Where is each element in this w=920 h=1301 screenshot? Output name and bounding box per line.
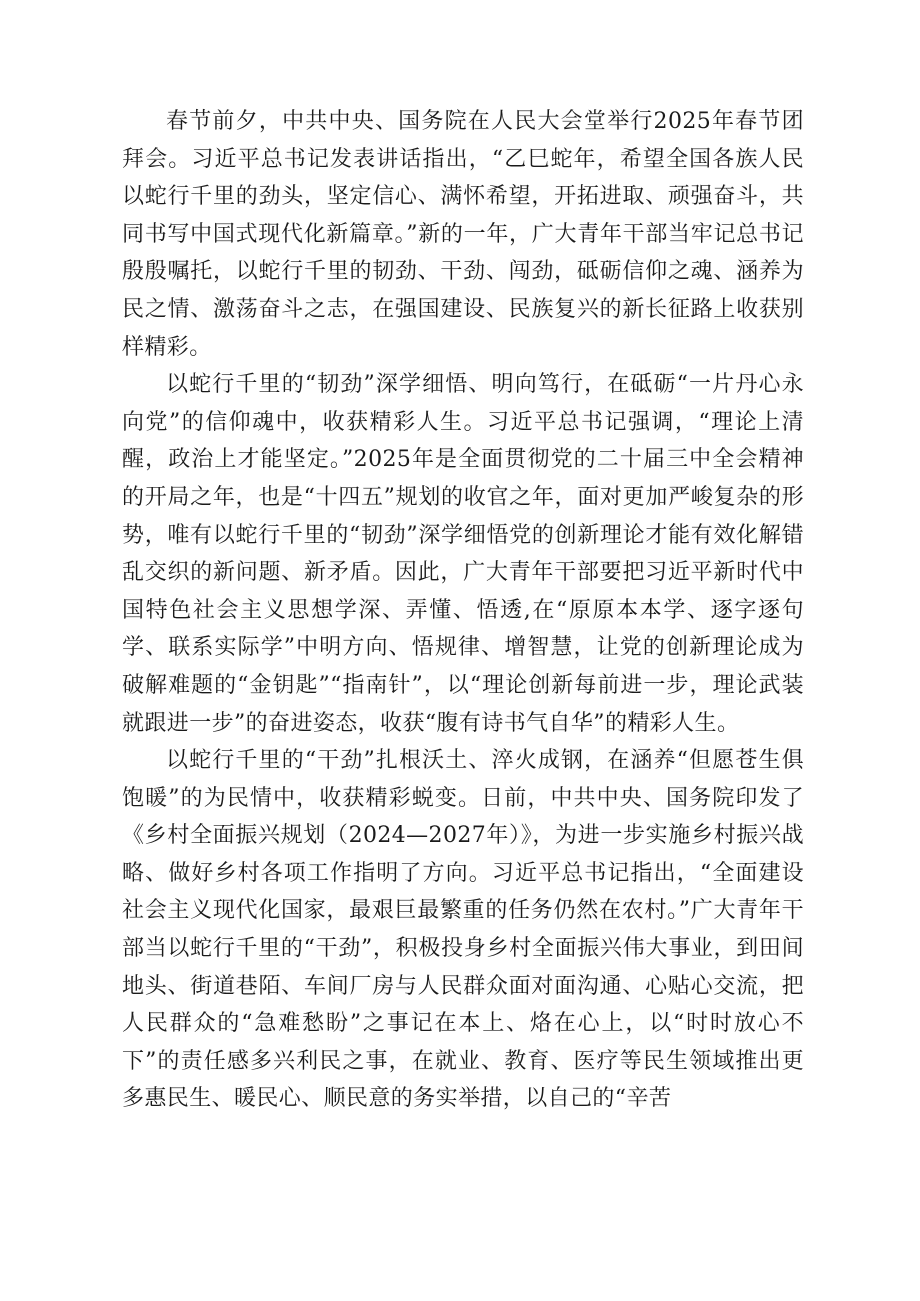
paragraph-2: 以蛇行千里的“韧劲”深学细悟、明向笃行，在砥砺“一片丹心永向党”的信仰魂中，收获精彩人生。习近平总书记强调，“理论上清醒，政治上才能坚定。”2025年是全面贯彻党的二十届三中全会精神的开局之年，也是“十四五”规划的收官之年，面对更加严峻复杂的形势，唯有以蛇行千里的“韧劲”深学细悟党的创新理论才能有效化解错乱交织的新问题、新矛盾。因此，广大青年干部要把习近平新时代中国特色社会主义思想学深、弄懂、悟透,在“原原本本学、逐字逐句学、联系实际学”中明方向、悟规律、增智慧，让党的创新理论成为破解难题的“金钥匙”“指南针”，以“理论创新每前进一步，理论武装就跟进一步”的奋进姿态，收获“腹有诗书气自华”的精彩人生。	[122, 372, 804, 736]
paragraph-3: 以蛇行千里的“干劲”扎根沃土、淬火成钢，在涵养“但愿苍生俱饱暖”的为民情中，收获精彩蜕变。日前，中共中央、国务院印发了《乡村全面振兴规划（2024—2027年）》，为进一步实施乡村振兴战略、做好乡村各项工作指明了方向。习近平总书记指出，“全面建设社会主义现代化国家，最艰巨最繁重的任务仍然在农村。”广大青年干部当以蛇行千里的“干劲”，积极投身乡村全面振兴伟大事业，到田间地头、街道巷陌、车间厂房与人民群众面对面沟通、心贴心交流，把人民群众的“急难愁盼”之事记在本上、烙在心上，以“时时放心不下”的责任感多兴利民之事，在就业、教育、医疗等民生领域推出更多惠民生、暖民心、顺民意的务实举措，以自己的“辛苦	[122, 748, 804, 1112]
document-body	[122, 103, 804, 1118]
paragraph-1: 春节前夕，中共中央、国务院在人民大会堂举行2025年春节团拜会。习近平总书记发表讲话指出，“乙巳蛇年，希望全国各族人民以蛇行千里的劲头，坚定信心、满怀希望，开拓进取、顽强奋斗，共同书写中国式现代化新篇章。”新的一年，广大青年干部当牢记总书记殷殷嘱托，以蛇行千里的韧劲、干劲、闯劲，砥砺信仰之魂、涵养为民之情、激荡奋斗之志，在强国建设、民族复兴的新长征路上收获别样精彩。	[122, 109, 804, 360]
